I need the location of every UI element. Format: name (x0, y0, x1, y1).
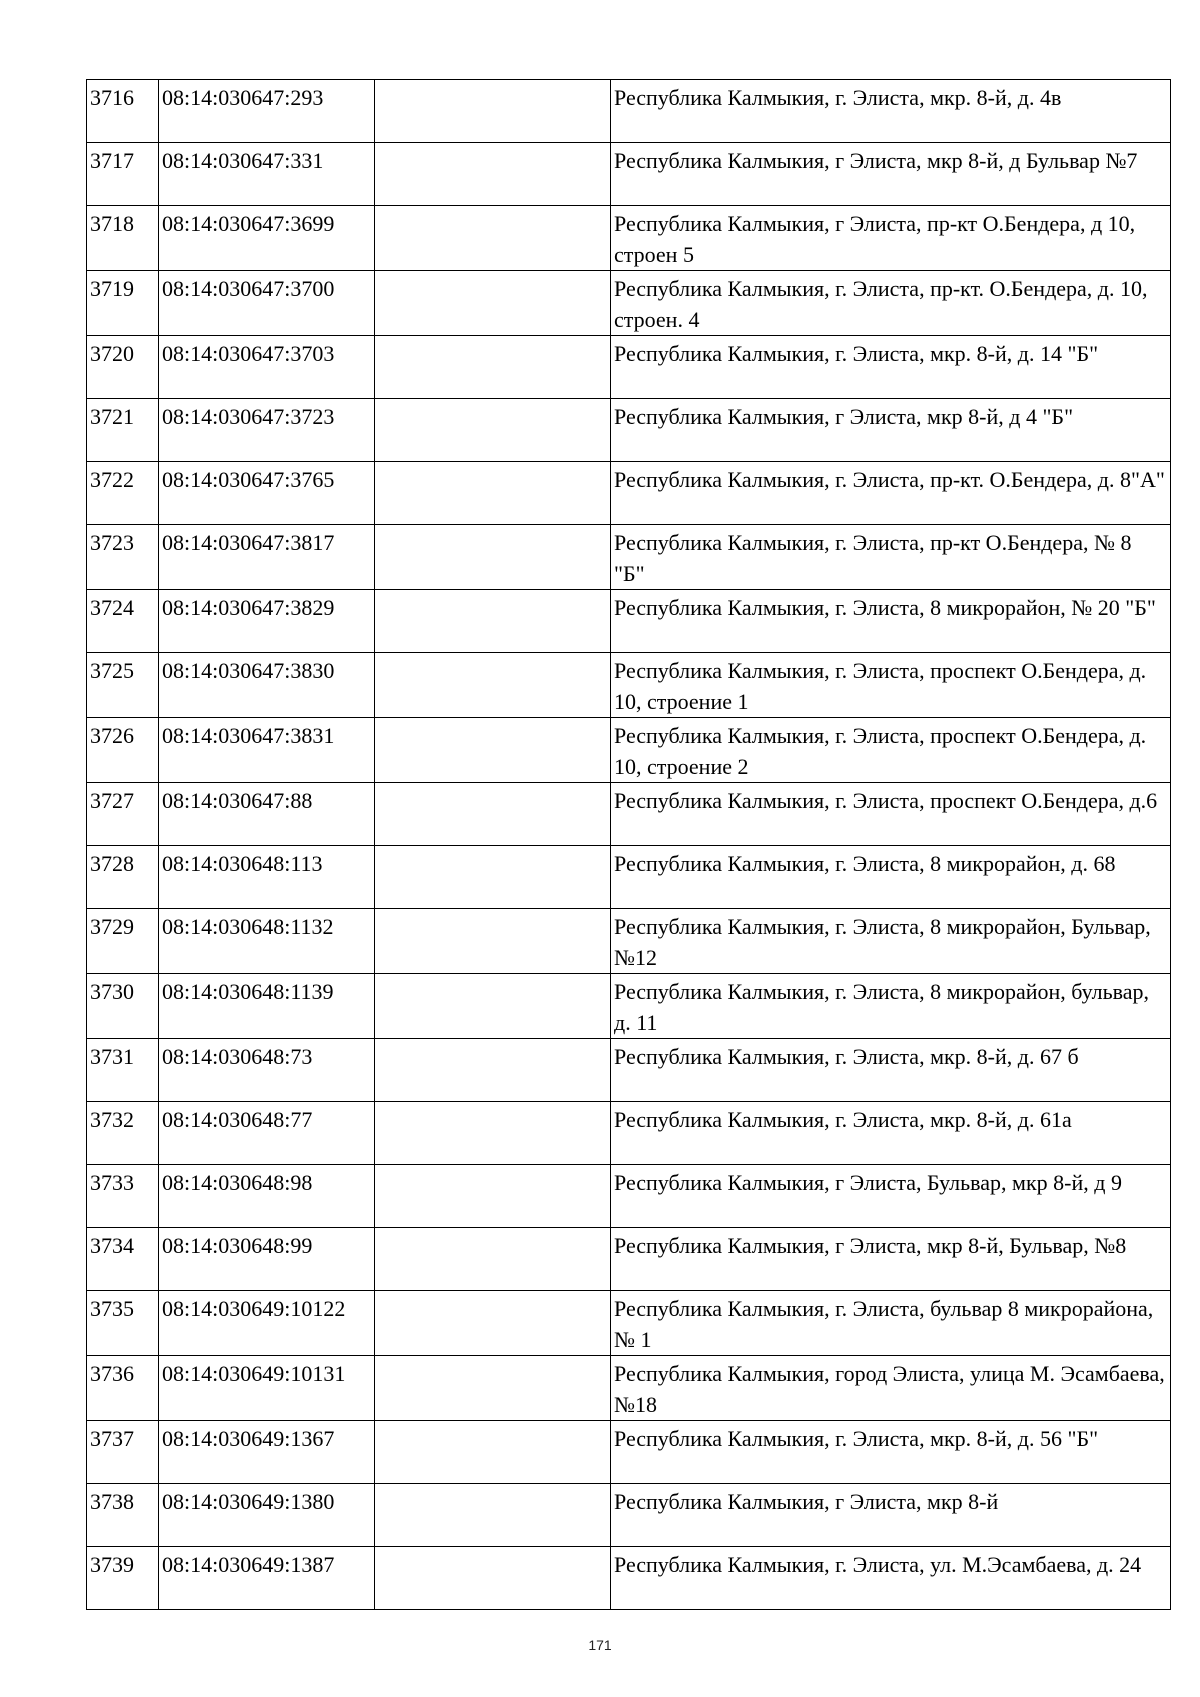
cadastral-number-cell-text: 08:14:030649:1380 (162, 1489, 335, 1514)
empty-cell (375, 1547, 611, 1610)
empty-cell-text (378, 336, 607, 338)
table-row (87, 1165, 1171, 1228)
cadastral-number-cell-text: 08:14:030647:3829 (162, 595, 335, 620)
address-cell-text: Республика Калмыкия, г Элиста, мкр 8-й (614, 1489, 999, 1514)
empty-cell (375, 80, 611, 143)
table-row (87, 1039, 1171, 1102)
cadastral-registry-table (86, 79, 1171, 1610)
table-row (87, 653, 1171, 718)
cadastral-number-cell (159, 1102, 375, 1165)
empty-cell (375, 399, 611, 462)
empty-cell (375, 974, 611, 1039)
address-cell (611, 1291, 1171, 1356)
table-row (87, 1102, 1171, 1165)
address-cell (611, 80, 1171, 143)
cadastral-number-cell (159, 653, 375, 718)
row-number-cell-text: 3727 (90, 788, 134, 813)
empty-cell-text (378, 1228, 607, 1230)
address-cell (611, 462, 1171, 525)
address-cell (611, 909, 1171, 974)
address-cell-text: Республика Калмыкия, г. Элиста, пр-кт. О.Бендера, д. 10, строен. 4 (614, 276, 1148, 332)
row-number-cell-text: 3718 (90, 211, 134, 236)
address-cell-text: Республика Калмыкия, г Элиста, мкр 8-й, д Бульвар №7 (614, 148, 1138, 173)
empty-cell-text (378, 525, 607, 527)
empty-cell (375, 143, 611, 206)
cadastral-number-cell (159, 271, 375, 336)
table-row (87, 846, 1171, 909)
cadastral-number-cell (159, 1165, 375, 1228)
table-row (87, 271, 1171, 336)
empty-cell (375, 1421, 611, 1484)
cadastral-number-cell-text: 08:14:030647:293 (162, 85, 324, 110)
empty-cell-text (378, 1291, 607, 1293)
address-cell-text: Республика Калмыкия, г. Элиста, проспект О.Бендера, д.6 (614, 788, 1158, 813)
row-number-cell (87, 846, 159, 909)
cadastral-number-cell (159, 1484, 375, 1547)
address-cell (611, 718, 1171, 783)
empty-cell (375, 1356, 611, 1421)
page-number: 171 (588, 1637, 612, 1653)
address-cell (611, 143, 1171, 206)
cadastral-number-cell-text: 08:14:030647:3765 (162, 467, 335, 492)
address-cell-text: Республика Калмыкия, г. Элиста, бульвар 8 микрорайона, № 1 (614, 1296, 1154, 1352)
address-cell (611, 783, 1171, 846)
cadastral-number-cell-text: 08:14:030647:3700 (162, 276, 335, 301)
empty-cell-text (378, 1421, 607, 1423)
row-number-cell (87, 525, 159, 590)
cadastral-number-cell (159, 1291, 375, 1356)
address-cell-text: Республика Калмыкия, г. Элиста, мкр. 8-й, д. 14 "Б" (614, 341, 1099, 366)
address-cell-text: Республика Калмыкия, г. Элиста, ул. М.Эсамбаева, д. 24 (614, 1552, 1142, 1577)
address-cell (611, 1484, 1171, 1547)
row-number-cell (87, 653, 159, 718)
empty-cell-text (378, 846, 607, 848)
cadastral-number-cell (159, 718, 375, 783)
empty-cell-text (378, 1484, 607, 1486)
address-cell-text: Республика Калмыкия, г. Элиста, 8 микрорайон, Бульвар, №12 (614, 914, 1151, 970)
row-number-cell (87, 1291, 159, 1356)
cadastral-number-cell (159, 1547, 375, 1610)
table-row (87, 718, 1171, 783)
row-number-cell-text: 3728 (90, 851, 134, 876)
row-number-cell (87, 974, 159, 1039)
address-cell-text: Республика Калмыкия, г. Элиста, мкр. 8-й, д. 67 б (614, 1044, 1079, 1069)
empty-cell (375, 462, 611, 525)
table-row (87, 1228, 1171, 1291)
table-row (87, 909, 1171, 974)
cadastral-number-cell (159, 846, 375, 909)
empty-cell (375, 1102, 611, 1165)
table-row (87, 462, 1171, 525)
cadastral-number-cell-text: 08:14:030648:1132 (162, 914, 334, 939)
empty-cell-text (378, 783, 607, 785)
empty-cell-text (378, 80, 607, 82)
address-cell-text: Республика Калмыкия, г Элиста, мкр 8-й, Бульвар, №8 (614, 1233, 1127, 1258)
cadastral-number-cell (159, 80, 375, 143)
empty-cell (375, 909, 611, 974)
empty-cell (375, 1039, 611, 1102)
empty-cell (375, 525, 611, 590)
table-row (87, 1291, 1171, 1356)
address-cell-text: Республика Калмыкия, г. Элиста, 8 микрорайон, д. 68 (614, 851, 1116, 876)
row-number-cell-text: 3720 (90, 341, 134, 366)
row-number-cell-text: 3723 (90, 530, 134, 555)
empty-cell-text (378, 206, 607, 208)
address-cell-text: Республика Калмыкия, г. Элиста, пр-кт О.Бендера, № 8 "Б" (614, 530, 1132, 586)
cadastral-number-cell (159, 974, 375, 1039)
row-number-cell-text: 3716 (90, 85, 134, 110)
cadastral-number-cell (159, 783, 375, 846)
table-row (87, 974, 1171, 1039)
empty-cell (375, 1291, 611, 1356)
cadastral-number-cell-text: 08:14:030647:3830 (162, 658, 335, 683)
row-number-cell-text: 3734 (90, 1233, 134, 1258)
address-cell (611, 399, 1171, 462)
row-number-cell-text: 3731 (90, 1044, 134, 1069)
table-row (87, 1356, 1171, 1421)
address-cell-text: Республика Калмыкия, г. Элиста, проспект О.Бендера, д. 10, строение 1 (614, 658, 1147, 714)
row-number-cell-text: 3721 (90, 404, 134, 429)
row-number-cell (87, 1165, 159, 1228)
table-row (87, 783, 1171, 846)
row-number-cell (87, 783, 159, 846)
cadastral-number-cell (159, 143, 375, 206)
row-number-cell (87, 1547, 159, 1610)
table-row (87, 1421, 1171, 1484)
row-number-cell-text: 3729 (90, 914, 134, 939)
empty-cell-text (378, 590, 607, 592)
empty-cell (375, 590, 611, 653)
address-cell (611, 525, 1171, 590)
table-row (87, 1547, 1171, 1610)
address-cell-text: Республика Калмыкия, г Элиста, пр-кт О.Бендера, д 10, строен 5 (614, 211, 1136, 267)
cadastral-number-cell (159, 525, 375, 590)
row-number-cell-text: 3736 (90, 1361, 134, 1386)
cadastral-number-cell (159, 206, 375, 271)
empty-cell (375, 1165, 611, 1228)
address-cell-text: Республика Калмыкия, г. Элиста, пр-кт. О.Бендера, д. 8"А" (614, 467, 1165, 492)
empty-cell-text (378, 271, 607, 273)
cadastral-number-cell-text: 08:14:030648:98 (162, 1170, 313, 1195)
row-number-cell-text: 3724 (90, 595, 134, 620)
address-cell (611, 271, 1171, 336)
cadastral-number-cell-text: 08:14:030648:1139 (162, 979, 334, 1004)
cadastral-number-cell-text: 08:14:030647:3723 (162, 404, 335, 429)
empty-cell (375, 653, 611, 718)
address-cell-text: Республика Калмыкия, г. Элиста, мкр. 8-й, д. 61а (614, 1107, 1072, 1132)
empty-cell-text (378, 1039, 607, 1041)
empty-cell-text (378, 143, 607, 145)
address-cell-text: Республика Калмыкия, г Элиста, Бульвар, мкр 8-й, д 9 (614, 1170, 1122, 1195)
address-cell (611, 1039, 1171, 1102)
empty-cell-text (378, 718, 607, 720)
row-number-cell-text: 3739 (90, 1552, 134, 1577)
empty-cell-text (378, 909, 607, 911)
empty-cell (375, 718, 611, 783)
cadastral-number-cell (159, 462, 375, 525)
row-number-cell-text: 3737 (90, 1426, 134, 1451)
row-number-cell (87, 206, 159, 271)
cadastral-number-cell-text: 08:14:030647:3699 (162, 211, 335, 236)
table-row (87, 336, 1171, 399)
cadastral-number-cell (159, 336, 375, 399)
empty-cell (375, 783, 611, 846)
address-cell (611, 206, 1171, 271)
empty-cell-text (378, 974, 607, 976)
row-number-cell (87, 462, 159, 525)
address-cell (611, 1102, 1171, 1165)
address-cell (611, 1356, 1171, 1421)
cadastral-number-cell-text: 08:14:030648:73 (162, 1044, 313, 1069)
empty-cell-text (378, 1356, 607, 1358)
cadastral-number-cell-text: 08:14:030649:1387 (162, 1552, 335, 1577)
address-cell (611, 1547, 1171, 1610)
cadastral-number-cell-text: 08:14:030647:88 (162, 788, 313, 813)
empty-cell (375, 336, 611, 399)
row-number-cell-text: 3733 (90, 1170, 134, 1195)
empty-cell (375, 271, 611, 336)
table-body (87, 80, 1171, 1610)
cadastral-number-cell (159, 590, 375, 653)
address-cell (611, 653, 1171, 718)
row-number-cell (87, 80, 159, 143)
cadastral-number-cell-text: 08:14:030648:113 (162, 851, 323, 876)
table-row (87, 206, 1171, 271)
cadastral-number-cell-text: 08:14:030647:3831 (162, 723, 335, 748)
row-number-cell (87, 590, 159, 653)
address-cell (611, 336, 1171, 399)
cadastral-number-cell (159, 1228, 375, 1291)
empty-cell (375, 846, 611, 909)
address-cell (611, 846, 1171, 909)
cadastral-number-cell-text: 08:14:030647:331 (162, 148, 324, 173)
row-number-cell (87, 399, 159, 462)
address-cell (611, 1421, 1171, 1484)
address-cell-text: Республика Калмыкия, г. Элиста, проспект О.Бендера, д. 10, строение 2 (614, 723, 1147, 779)
empty-cell-text (378, 1547, 607, 1549)
address-cell-text: Республика Калмыкия, город Элиста, улица М. Эсамбаева, №18 (614, 1361, 1165, 1417)
table-row (87, 590, 1171, 653)
address-cell (611, 1228, 1171, 1291)
row-number-cell-text: 3735 (90, 1296, 134, 1321)
cadastral-number-cell-text: 08:14:030649:1367 (162, 1426, 335, 1451)
row-number-cell (87, 336, 159, 399)
row-number-cell-text: 3725 (90, 658, 134, 683)
row-number-cell-text: 3717 (90, 148, 134, 173)
table-row (87, 399, 1171, 462)
address-cell (611, 974, 1171, 1039)
empty-cell (375, 206, 611, 271)
row-number-cell-text: 3722 (90, 467, 134, 492)
cadastral-number-cell (159, 1356, 375, 1421)
cadastral-number-cell (159, 1039, 375, 1102)
row-number-cell (87, 718, 159, 783)
empty-cell-text (378, 1165, 607, 1167)
row-number-cell (87, 1228, 159, 1291)
cadastral-number-cell-text: 08:14:030648:99 (162, 1233, 313, 1258)
row-number-cell-text: 3726 (90, 723, 134, 748)
empty-cell (375, 1484, 611, 1547)
address-cell (611, 590, 1171, 653)
cadastral-number-cell (159, 1421, 375, 1484)
address-cell-text: Республика Калмыкия, г. Элиста, 8 микрорайон, № 20 "Б" (614, 595, 1156, 620)
row-number-cell-text: 3719 (90, 276, 134, 301)
empty-cell-text (378, 399, 607, 401)
empty-cell-text (378, 653, 607, 655)
empty-cell-text (378, 1102, 607, 1104)
address-cell-text: Республика Калмыкия, г. Элиста, мкр. 8-й, д. 56 "Б" (614, 1426, 1099, 1451)
row-number-cell (87, 1421, 159, 1484)
row-number-cell (87, 271, 159, 336)
cadastral-number-cell-text: 08:14:030649:10131 (162, 1361, 346, 1386)
empty-cell-text (378, 462, 607, 464)
cadastral-number-cell-text: 08:14:030648:77 (162, 1107, 313, 1132)
cadastral-number-cell-text: 08:14:030647:3703 (162, 341, 335, 366)
table-row (87, 525, 1171, 590)
row-number-cell-text: 3732 (90, 1107, 134, 1132)
cadastral-number-cell (159, 909, 375, 974)
row-number-cell (87, 1356, 159, 1421)
cadastral-number-cell-text: 08:14:030647:3817 (162, 530, 335, 555)
address-cell-text: Республика Калмыкия, г Элиста, мкр 8-й, д 4 "Б" (614, 404, 1074, 429)
row-number-cell-text: 3738 (90, 1489, 134, 1514)
row-number-cell (87, 143, 159, 206)
cadastral-number-cell-text: 08:14:030649:10122 (162, 1296, 346, 1321)
table-row (87, 143, 1171, 206)
row-number-cell-text: 3730 (90, 979, 134, 1004)
row-number-cell (87, 1484, 159, 1547)
table-row (87, 1484, 1171, 1547)
row-number-cell (87, 1102, 159, 1165)
row-number-cell (87, 1039, 159, 1102)
row-number-cell (87, 909, 159, 974)
table-row (87, 80, 1171, 143)
empty-cell (375, 1228, 611, 1291)
cadastral-number-cell (159, 399, 375, 462)
address-cell-text: Республика Калмыкия, г. Элиста, мкр. 8-й, д. 4в (614, 85, 1062, 110)
address-cell-text: Республика Калмыкия, г. Элиста, 8 микрорайон, бульвар, д. 11 (614, 979, 1150, 1035)
address-cell (611, 1165, 1171, 1228)
